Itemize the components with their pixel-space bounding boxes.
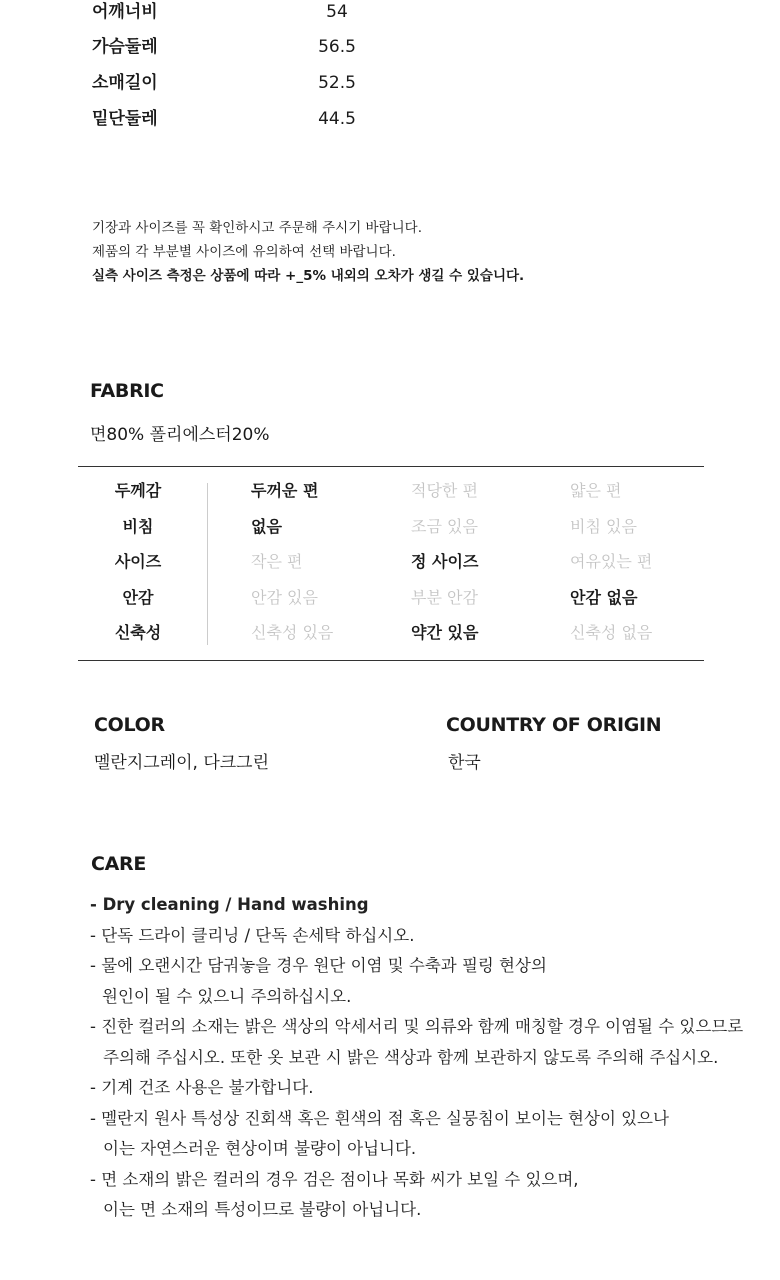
attribute-name: 안감	[122, 588, 154, 607]
care-line: 원인이 될 수 있으니 주의하십시오.	[102, 986, 352, 1006]
care-line: 주의해 주십시오. 또한 옷 보관 시 밝은 색상과 함께 보관하지 않도록 주의해 주십시오.	[103, 1047, 719, 1067]
care-line: - 기계 건조 사용은 불가합니다.	[90, 1078, 314, 1097]
care-line: - Dry cleaning / Hand washing	[90, 895, 369, 914]
notice-line: 기장과 사이즈를 꼭 확인하시고 주문해 주시기 바랍니다.	[92, 220, 422, 236]
size-value: 56.5	[318, 37, 356, 57]
attribute-option: 비침 있음	[570, 517, 637, 536]
attribute-option: 두꺼운 편	[251, 481, 319, 500]
attribute-row-thickness	[78, 478, 704, 504]
attribute-option: 조금 있음	[411, 517, 478, 536]
notice-line: 제품의 각 부분별 사이즈에 유의하여 선택 바랍니다.	[92, 244, 396, 260]
attribute-option: 안감 있음	[251, 588, 318, 607]
size-value: 52.5	[318, 73, 356, 93]
attribute-option: 여유있는 편	[570, 552, 653, 571]
care-line: 이는 자연스러운 현상이며 불량이 아닙니다.	[103, 1139, 417, 1158]
care-line: - 진한 컬러의 소재는 밝은 색상의 악세서리 및 의류와 함께 매칭할 경우 이염될 수 있으므로	[90, 1017, 744, 1036]
attribute-name: 비침	[122, 517, 154, 536]
fabric-text: 면80% 폴리에스터20%	[90, 425, 270, 445]
notice-line-emphasis: 실측 사이즈 측정은 상품에 따라 +_5% 내외의 오차가 생길 수 있습니다.	[92, 268, 525, 284]
care-line: 이는 면 소재의 특성이므로 불량이 아닙니다.	[103, 1200, 422, 1219]
attribute-row-lining	[78, 585, 704, 611]
attribute-option: 없음	[251, 517, 282, 536]
care-line: - 단독 드라이 클리닝 / 단독 손세탁 하십시오.	[90, 925, 415, 945]
size-notice	[92, 216, 524, 288]
size-label: 밑단둘레	[92, 109, 158, 129]
care-line: - 멜란지 원사 특성상 진회색 혹은 흰색의 점 혹은 실뭉침이 보이는 현상이 있으나	[90, 1108, 669, 1128]
size-label: 가슴둘레	[92, 37, 158, 57]
attribute-option: 약간 있음	[411, 623, 479, 642]
attribute-row-size	[78, 549, 704, 575]
attribute-table	[78, 466, 704, 661]
attribute-name: 신축성	[114, 623, 162, 642]
care-title: CARE	[91, 853, 147, 875]
attribute-name: 두께감	[114, 481, 162, 500]
size-value: 44.5	[318, 109, 356, 129]
attribute-option: 작은 편	[251, 552, 303, 571]
origin-text: 한국	[448, 753, 481, 773]
attribute-option: 신축성 없음	[570, 623, 653, 642]
care-line: - 물에 오랜시간 담궈놓을 경우 원단 이염 및 수축과 필링 현상의	[90, 956, 547, 975]
attribute-option: 얇은 편	[570, 481, 622, 500]
care-line: - 면 소재의 밝은 컬러의 경우 검은 점이나 목화 씨가 보일 수 있으며,	[90, 1169, 579, 1189]
size-label: 소매길이	[92, 73, 158, 93]
attribute-option: 부분 안감	[411, 588, 478, 607]
origin-title: COUNTRY OF ORIGIN	[446, 714, 662, 736]
attribute-row-elasticity	[78, 620, 704, 646]
attribute-row-sheerness	[78, 514, 704, 540]
color-title: COLOR	[94, 714, 165, 736]
size-label: 어깨너비	[92, 2, 158, 22]
attribute-option: 신축성 있음	[251, 623, 334, 642]
attribute-option: 정 사이즈	[411, 552, 479, 571]
size-value: 54	[326, 2, 348, 22]
color-text: 멜란지그레이, 다크그린	[94, 753, 270, 773]
fabric-title: FABRIC	[90, 380, 164, 402]
attribute-name: 사이즈	[114, 552, 162, 571]
attribute-option: 안감 없음	[570, 588, 638, 607]
attribute-option: 적당한 편	[411, 481, 478, 500]
care-instructions	[90, 890, 743, 1226]
